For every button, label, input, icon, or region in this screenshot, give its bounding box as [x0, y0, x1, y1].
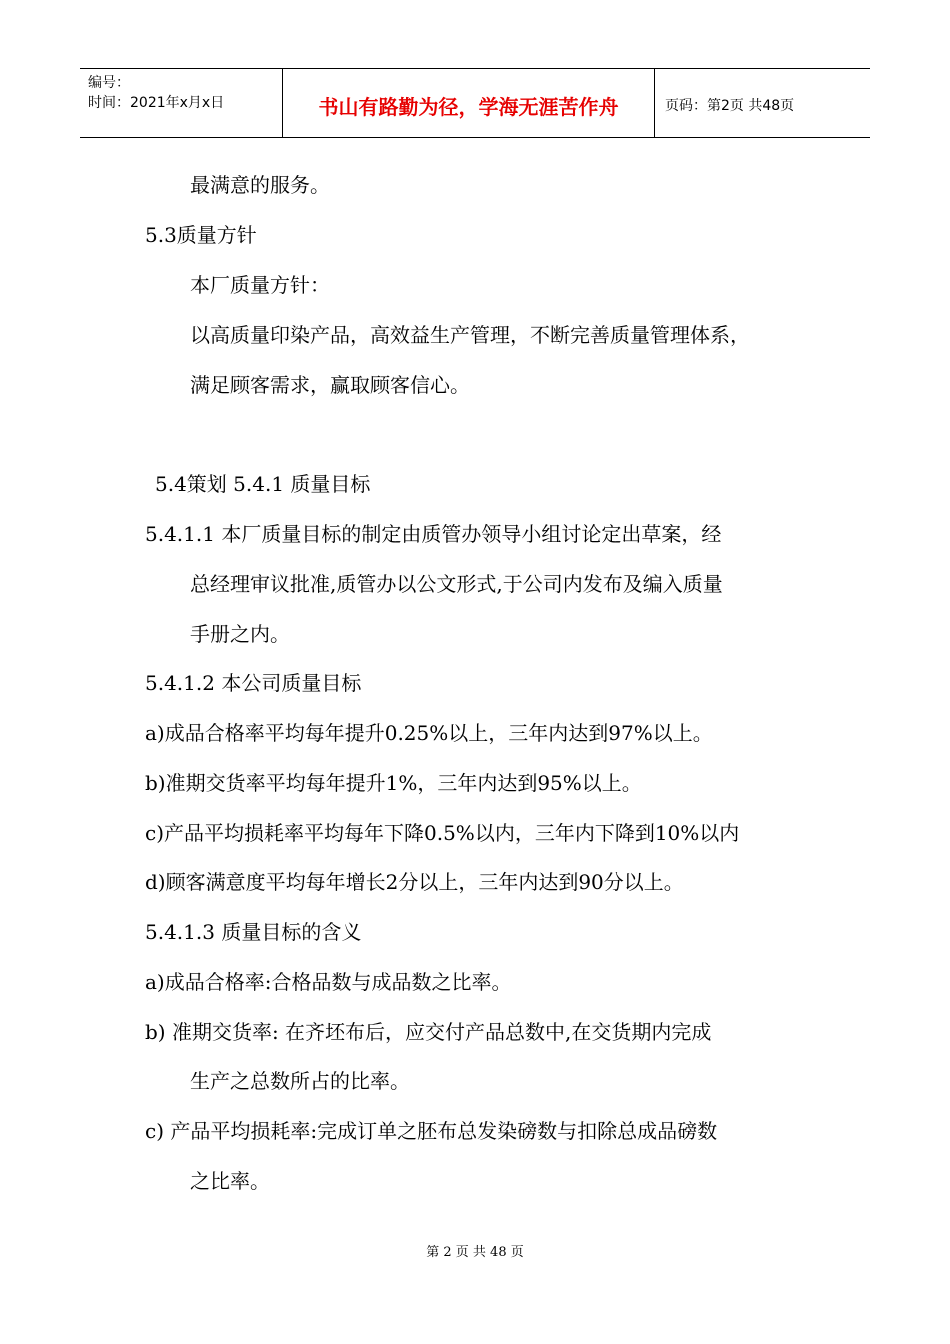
list-item: b) 准期交货率: 在齐坯布后，应交付产品总数中,在交货期内完成	[145, 1020, 712, 1044]
body-line: 生产之总数所占的比率。	[190, 1069, 410, 1093]
body-line: 手册之内。	[190, 622, 290, 646]
section-heading: 5.4策划 5.4.1 质量目标	[155, 472, 371, 496]
document-number-label: 编号：	[88, 75, 130, 91]
section-heading: 5.4.1.2 本公司质量目标	[145, 671, 362, 695]
list-item: c)产品平均损耗率平均每年下降0.5%以内，三年内下降到10%以内	[145, 821, 740, 845]
body-line: 最满意的服务。	[190, 173, 330, 197]
body-line: 之比率。	[190, 1169, 270, 1193]
body-line: 本厂质量方针：	[190, 273, 330, 297]
list-item: d)顾客满意度平均每年增长2分以上，三年内达到90分以上。	[145, 870, 684, 894]
page-footer: 第 2 页 共 48 页	[426, 1245, 524, 1260]
body-line: 5.4.1.1 本厂质量目标的制定由质管办领导小组讨论定出草案，经	[145, 522, 722, 546]
header-page-label: 页码：第2页 共48页	[665, 98, 795, 114]
body-line: 总经理审议批准,质管办以公文形式,于公司内发布及编入质量	[190, 572, 723, 596]
list-item: a)成品合格率平均每年提升0.25%以上，三年内达到97%以上。	[145, 721, 713, 745]
body-line: 满足顾客需求，赢取顾客信心。	[190, 373, 470, 397]
section-heading: 5.4.1.3 质量目标的含义	[145, 920, 362, 944]
page-header	[80, 68, 870, 138]
list-item: c) 产品平均损耗率:完成订单之胚布总发染磅数与扣除总成品磅数	[145, 1119, 718, 1143]
list-item: b)准期交货率平均每年提升1%，三年内达到95%以上。	[145, 771, 642, 795]
list-item: a)成品合格率:合格品数与成品数之比率。	[145, 970, 512, 994]
header-meta	[80, 69, 283, 137]
document-time-label: 时间：2021年x月x日	[88, 95, 225, 111]
header-motto: 书山有路勤为径，学海无涯苦作舟	[283, 69, 655, 137]
section-heading: 5.3质量方针	[145, 223, 257, 247]
body-line: 以高质量印染产品，高效益生产管理，不断完善质量管理体系，	[190, 323, 750, 347]
